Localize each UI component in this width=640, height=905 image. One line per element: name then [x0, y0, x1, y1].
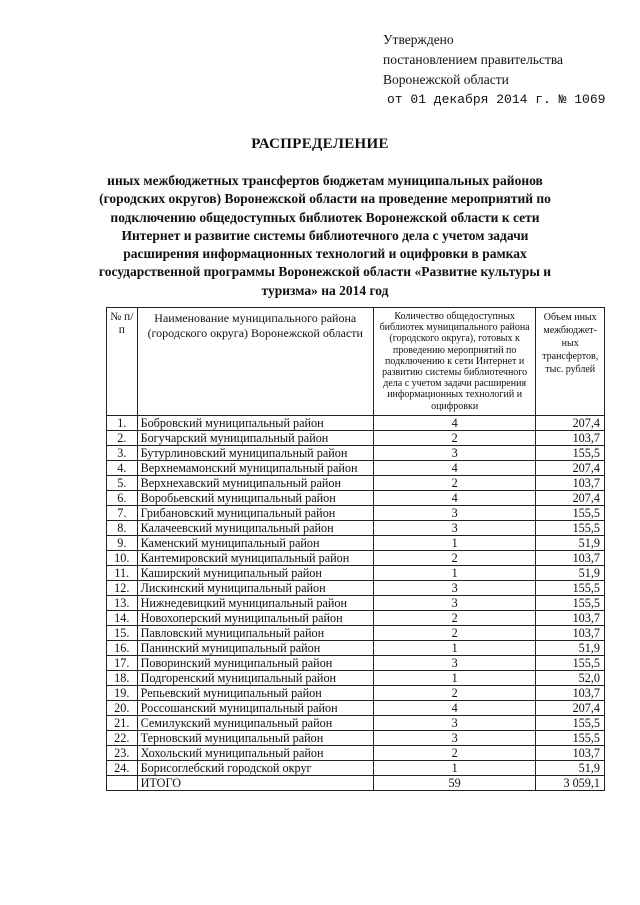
- cell-library-count: 1: [373, 640, 535, 655]
- table-row: [107, 475, 605, 490]
- cell-transfer-amount: 103,7: [536, 625, 605, 640]
- cell-transfer-amount: 103,7: [536, 610, 605, 625]
- table-row: [107, 730, 605, 745]
- cell-library-count: 2: [373, 745, 535, 760]
- cell-number: 20.: [107, 700, 138, 715]
- table-total-row: [107, 775, 605, 790]
- table-row: [107, 565, 605, 580]
- cell-library-count: 3: [373, 715, 535, 730]
- cell-district-name: Хохольский муниципальный район: [137, 745, 373, 760]
- cell-transfer-amount: 103,7: [536, 745, 605, 760]
- cell-number: 9.: [107, 535, 138, 550]
- cell-district-name: Верхнехавский муниципальный район: [137, 475, 373, 490]
- table-row: [107, 625, 605, 640]
- header-transfer-amount: Объем иных межбюджет- ных трансфертов, тыс. рублей: [536, 308, 605, 416]
- cell-district-name: Россошанский муниципальный район: [137, 700, 373, 715]
- cell-library-count: 1: [373, 565, 535, 580]
- cell-district-name: Семилукский муниципальный район: [137, 715, 373, 730]
- cell-number: 6.: [107, 490, 138, 505]
- cell-district-name: Лискинский муниципальный район: [137, 580, 373, 595]
- cell-number: 5.: [107, 475, 138, 490]
- approval-stamp: [383, 30, 605, 110]
- cell-library-count: 2: [373, 685, 535, 700]
- document-title: РАСПРЕДЕЛЕНИЕ: [251, 136, 389, 152]
- cell-district-name: Подгоренский муниципальный район: [137, 670, 373, 685]
- cell-district-name: ИТОГО: [137, 775, 373, 790]
- cell-transfer-amount: 51,9: [536, 535, 605, 550]
- cell-number: 18.: [107, 670, 138, 685]
- table-row: [107, 520, 605, 535]
- cell-transfer-amount: 155,5: [536, 520, 605, 535]
- cell-library-count: 3: [373, 655, 535, 670]
- cell-transfer-amount: 207,4: [536, 415, 605, 430]
- table-row: [107, 445, 605, 460]
- cell-district-name: Верхнемамонский муниципальный район: [137, 460, 373, 475]
- cell-number: 2.: [107, 430, 138, 445]
- cell-number: 10.: [107, 550, 138, 565]
- table-header-row: [107, 308, 605, 416]
- cell-district-name: Терновский муниципальный район: [137, 730, 373, 745]
- cell-transfer-amount: 103,7: [536, 685, 605, 700]
- cell-number: 1.: [107, 415, 138, 430]
- cell-district-name: Павловский муниципальный район: [137, 625, 373, 640]
- approval-line-resolution: постановлением правительства: [383, 52, 564, 67]
- header-number: № п/п: [107, 308, 138, 416]
- cell-transfer-amount: 51,9: [536, 640, 605, 655]
- cell-transfer-amount: 207,4: [536, 460, 605, 475]
- cell-district-name: Бутурлиновский муниципальный район: [137, 445, 373, 460]
- cell-district-name: Богучарский муниципальный район: [137, 430, 373, 445]
- cell-district-name: Панинский муниципальный район: [137, 640, 373, 655]
- table-row: [107, 535, 605, 550]
- cell-transfer-amount: 155,5: [536, 595, 605, 610]
- cell-transfer-amount: 103,7: [536, 475, 605, 490]
- table-row: [107, 505, 605, 520]
- document-subtitle: иных межбюджетных трансфертов бюджетам муниципальных районов (городских округов) Воронежской области на проведение мероприятий по подключению общедоступных библиотек Воронежской области к сети Интернет и развитие системы библиотечного дела с учетом задачи расширения информационных технологий и оцифровки в рамках государственной программы Воронежской области «Развитие культуры и туризма» на 2014 год: [98, 173, 552, 298]
- cell-number: 7.: [107, 505, 138, 520]
- approval-line-date: от 01 декабря 2014 г. № 1069: [387, 92, 606, 107]
- table-row: [107, 550, 605, 565]
- table-row: [107, 610, 605, 625]
- table-row: [107, 490, 605, 505]
- cell-number: 17.: [107, 655, 138, 670]
- cell-district-name: Грибановский муниципальный район: [137, 505, 373, 520]
- header-district-name: Наименование муниципального района (городского округа) Воронежской области: [137, 308, 373, 416]
- cell-number: 4.: [107, 460, 138, 475]
- table-row: [107, 640, 605, 655]
- cell-district-name: Нижнедевицкий муниципальный район: [137, 595, 373, 610]
- cell-library-count: 59: [373, 775, 535, 790]
- table-row: [107, 700, 605, 715]
- cell-transfer-amount: 103,7: [536, 550, 605, 565]
- cell-transfer-amount: 155,5: [536, 730, 605, 745]
- cell-district-name: Репьевский муниципальный район: [137, 685, 373, 700]
- cell-library-count: 3: [373, 730, 535, 745]
- cell-library-count: 3: [373, 505, 535, 520]
- cell-transfer-amount: 52,0: [536, 670, 605, 685]
- cell-library-count: 4: [373, 490, 535, 505]
- table-row: [107, 415, 605, 430]
- cell-library-count: 4: [373, 700, 535, 715]
- table-row: [107, 745, 605, 760]
- cell-number: 16.: [107, 640, 138, 655]
- cell-library-count: 2: [373, 625, 535, 640]
- header-library-count: Количество общедоступных библиотек муниципального района (городского округа), готовых к проведению мероприятий по подключению к сети Интернет и развитию системы библиотечного дела с учетом задачи расширения информационных технологий и оцифровки: [373, 308, 535, 416]
- cell-number: 22.: [107, 730, 138, 745]
- cell-district-name: Поворинский муниципальный район: [137, 655, 373, 670]
- cell-library-count: 1: [373, 535, 535, 550]
- cell-number: 14.: [107, 610, 138, 625]
- cell-library-count: 2: [373, 475, 535, 490]
- cell-transfer-amount: 207,4: [536, 700, 605, 715]
- cell-number: 12.: [107, 580, 138, 595]
- cell-library-count: 3: [373, 520, 535, 535]
- table-row: [107, 655, 605, 670]
- cell-transfer-amount: 155,5: [536, 655, 605, 670]
- table-row: [107, 715, 605, 730]
- cell-transfer-amount: 155,5: [536, 715, 605, 730]
- cell-library-count: 2: [373, 610, 535, 625]
- cell-number: 23.: [107, 745, 138, 760]
- cell-number: 8.: [107, 520, 138, 535]
- cell-district-name: Кантемировский муниципальный район: [137, 550, 373, 565]
- cell-transfer-amount: 155,5: [536, 445, 605, 460]
- cell-district-name: Каменский муниципальный район: [137, 535, 373, 550]
- table-row: [107, 595, 605, 610]
- cell-transfer-amount: 51,9: [536, 760, 605, 775]
- cell-number: 3.: [107, 445, 138, 460]
- cell-number: 19.: [107, 685, 138, 700]
- cell-number: 13.: [107, 595, 138, 610]
- cell-transfer-amount: 3 059,1: [536, 775, 605, 790]
- cell-library-count: 4: [373, 460, 535, 475]
- cell-number: 11.: [107, 565, 138, 580]
- cell-transfer-amount: 155,5: [536, 505, 605, 520]
- table-row: [107, 685, 605, 700]
- cell-library-count: 1: [373, 670, 535, 685]
- table-body: [107, 415, 605, 790]
- cell-district-name: Борисоглебский городской округ: [137, 760, 373, 775]
- table-row: [107, 460, 605, 475]
- cell-library-count: 3: [373, 595, 535, 610]
- approval-line-approved: Утверждено: [383, 32, 454, 47]
- cell-transfer-amount: 103,7: [536, 430, 605, 445]
- cell-number: 21.: [107, 715, 138, 730]
- cell-library-count: 3: [373, 580, 535, 595]
- table-row: [107, 580, 605, 595]
- cell-number: 15.: [107, 625, 138, 640]
- cell-number: [107, 775, 138, 790]
- approval-line-region: Воронежской области: [383, 72, 509, 87]
- cell-library-count: 3: [373, 445, 535, 460]
- table-row: [107, 430, 605, 445]
- cell-library-count: 1: [373, 760, 535, 775]
- cell-library-count: 2: [373, 430, 535, 445]
- table-row: [107, 760, 605, 775]
- cell-transfer-amount: 207,4: [536, 490, 605, 505]
- cell-transfer-amount: 51,9: [536, 565, 605, 580]
- cell-district-name: Воробьевский муниципальный район: [137, 490, 373, 505]
- distribution-table: [106, 307, 605, 791]
- cell-library-count: 2: [373, 550, 535, 565]
- cell-district-name: Новохоперский муниципальный район: [137, 610, 373, 625]
- cell-district-name: Калачеевский муниципальный район: [137, 520, 373, 535]
- cell-district-name: Каширский муниципальный район: [137, 565, 373, 580]
- table-row: [107, 670, 605, 685]
- cell-number: 24.: [107, 760, 138, 775]
- cell-library-count: 4: [373, 415, 535, 430]
- cell-district-name: Бобровский муниципальный район: [137, 415, 373, 430]
- cell-transfer-amount: 155,5: [536, 580, 605, 595]
